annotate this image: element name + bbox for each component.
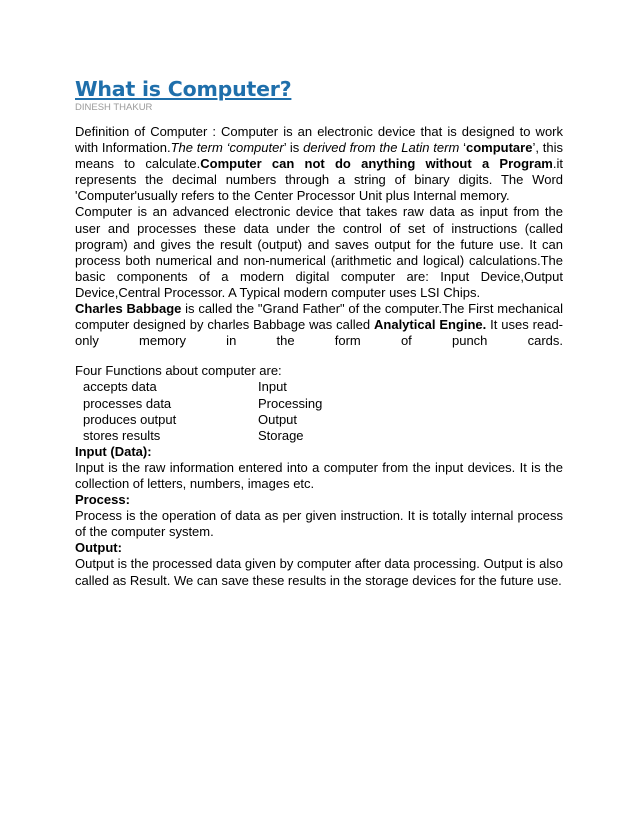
output-paragraph: Output is the processed data given by computer after data processing. Output is also called as Result. We can save these results in the storage devices for the future use.	[75, 556, 563, 588]
definition-text-4: ’, this means to calculate.	[75, 140, 563, 172]
babbage-paragraph	[75, 301, 563, 349]
function-name: produces output	[83, 411, 177, 427]
function-term: Output	[258, 411, 298, 427]
babbage-bold-name: Charles Babbage	[75, 301, 182, 317]
author-name: DINESH THAKUR	[75, 102, 153, 113]
function-row	[75, 396, 322, 412]
definition-bold-program: Computer can not do anything without a Program	[200, 156, 553, 172]
babbage-text-1: is called the "Grand Father" of the computer.The First mechanical computer designed by charles Babbage was called	[75, 301, 563, 333]
functions-table	[75, 379, 322, 443]
function-row	[75, 428, 322, 444]
definition-italic-latin: derived from the Latin term	[299, 140, 460, 156]
function-name: processes data	[83, 395, 172, 411]
definition-text-3: ‘	[459, 140, 466, 156]
article-title[interactable]: What is Computer?	[75, 77, 292, 101]
definition-text-5: .it represents the decimal numbers through a string of binary digits. The Word 'Computer'usually refers to the Center Processor Unit plus Internal memory.	[75, 156, 563, 204]
function-name: accepts data	[83, 379, 157, 395]
input-heading: Input (Data):	[75, 443, 152, 459]
functions-intro: Four Functions about computer are:	[75, 363, 282, 379]
input-paragraph: Input is the raw information entered into a computer from the input devices. It is the collection of letters, numbers, images etc.	[75, 459, 563, 491]
babbage-bold-engine: Analytical Engine.	[374, 317, 487, 333]
definition-italic-term: The term ‘computer	[170, 140, 284, 156]
function-term: Processing	[258, 395, 323, 411]
function-row	[75, 412, 322, 428]
babbage-text-2: It uses read-only memory in the form of punch cards.	[75, 317, 564, 349]
process-heading: Process:	[75, 492, 130, 508]
output-heading: Output:	[75, 540, 122, 556]
definition-paragraph	[75, 124, 563, 204]
article-body	[75, 76, 563, 589]
process-paragraph: Process is the operation of data as per given instruction. It is totally internal process of the computer system.	[75, 508, 563, 540]
definition-text-2: ’ is	[283, 140, 300, 156]
function-term: Storage	[258, 427, 304, 443]
function-term: Input	[258, 379, 287, 395]
spacer	[75, 349, 563, 363]
definition-text-1: Definition of Computer : Computer is an electronic device that is designed to work with Information.	[75, 124, 563, 156]
definition-bold-computare: computare	[465, 140, 533, 156]
description-paragraph: Computer is an advanced electronic device that takes raw data as input from the user and processes these data under the control of set of instructions (called program) and gives the result (output) and saves output for the future use. It can process both numerical and non-numerical (arithmetic and logical) calculations.The basic components of a modern digital computer are: Input Device,Output Device,Central Processor. A Typical modern computer uses LSI Chips.	[75, 204, 563, 300]
function-name: stores results	[83, 427, 161, 443]
function-row	[75, 379, 322, 395]
